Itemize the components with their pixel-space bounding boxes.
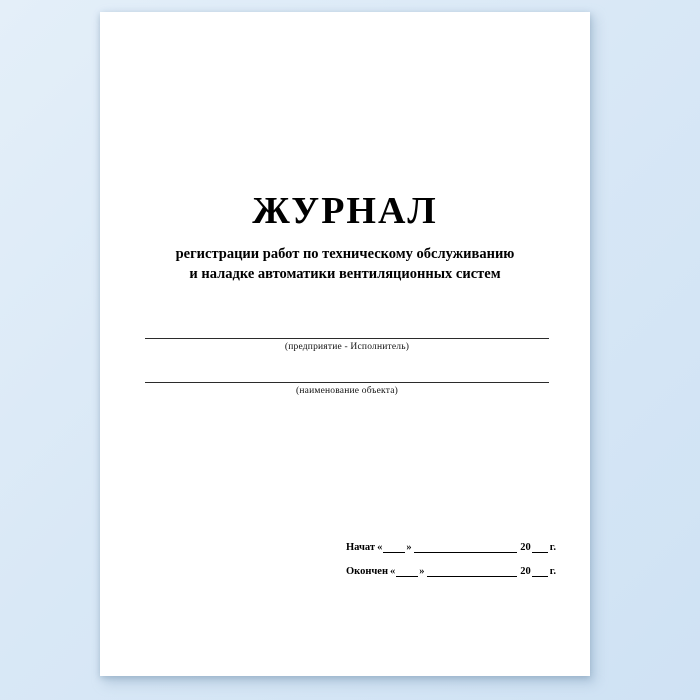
start-month-field[interactable] xyxy=(414,542,518,553)
end-year-field[interactable] xyxy=(532,566,548,577)
page-title: ЖУРНАЛ xyxy=(252,190,438,232)
date-row-end xyxy=(346,566,556,577)
start-label: Начат xyxy=(346,542,376,553)
start-year-prefix: 20 xyxy=(520,542,531,553)
end-quote-open: « xyxy=(390,566,396,577)
end-day-field[interactable] xyxy=(396,566,418,577)
end-quote-close: » xyxy=(419,566,425,577)
title-block xyxy=(100,192,590,284)
field-executor xyxy=(145,324,549,352)
subtitle-line-2: и наладке автоматики вентиляционных систем xyxy=(189,265,501,282)
object-name-input-line[interactable] xyxy=(145,368,549,383)
field-object-name xyxy=(145,368,549,396)
subtitle-line-1: регистрации работ по техническому обслуживанию xyxy=(175,245,515,262)
date-row-start xyxy=(346,542,556,553)
end-label: Окончен xyxy=(346,566,389,577)
start-year-suffix: г. xyxy=(549,542,556,553)
document-page xyxy=(100,12,590,676)
end-month-field[interactable] xyxy=(427,566,518,577)
executor-input-line[interactable] xyxy=(145,324,549,339)
end-year-prefix: 20 xyxy=(520,566,531,577)
start-quote-open: « xyxy=(377,542,383,553)
executor-caption: (предприятие - Исполнитель) xyxy=(284,342,410,352)
end-year-suffix: г. xyxy=(549,566,556,577)
start-day-field[interactable] xyxy=(383,542,405,553)
start-quote-close: » xyxy=(406,542,412,553)
object-name-caption: (наименование объекта) xyxy=(296,386,398,396)
page-content xyxy=(100,12,590,676)
start-year-field[interactable] xyxy=(532,542,548,553)
date-block xyxy=(346,542,556,590)
